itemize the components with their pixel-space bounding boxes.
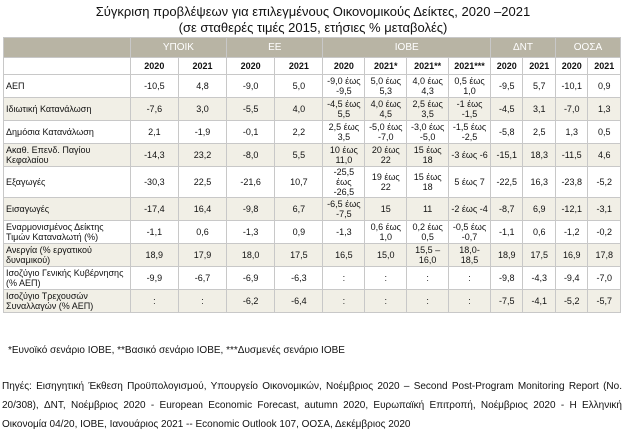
table-cell: -5,5 [227, 98, 275, 121]
row-label: ΑΕΠ [4, 75, 131, 98]
table-cell: 0,5 [588, 121, 621, 144]
table-cell: -2 έως -4 [449, 198, 491, 221]
table-cell: -5,2 [555, 290, 587, 313]
table-cell: 17,8 [588, 244, 621, 267]
table-cell: : [449, 290, 491, 313]
table-cell: 6,9 [523, 198, 555, 221]
table-cell: 18,9 [491, 244, 523, 267]
table-cell: -30,3 [130, 167, 178, 198]
table-cell: -8,0 [227, 144, 275, 167]
table-cell: -10,5 [130, 75, 178, 98]
table-cell: : [365, 267, 407, 290]
table-cell: -7,5 [491, 290, 523, 313]
year-header: 2021 [523, 58, 555, 75]
table-cell: 0,6 έως 1,0 [365, 221, 407, 244]
table-cell: 17,5 [275, 244, 323, 267]
table-cell: 16,9 [555, 244, 587, 267]
table-cell: : [365, 290, 407, 313]
table-cell: -22,5 [491, 167, 523, 198]
table-cell: 18,3 [523, 144, 555, 167]
year-header: 2020 [491, 58, 523, 75]
table-cell: 0,9 [275, 221, 323, 244]
table-row [4, 221, 621, 244]
table-cell: -25,5 έως -26,5 [323, 167, 365, 198]
row-label: Εισαγωγές [4, 198, 131, 221]
table-cell: -1,1 [491, 221, 523, 244]
source-note: Πηγές: Εισηγητική Έκθεση Προϋπολογισμού, Υπουργείο Οικονομικών, Νοέμβριος 2020 – Second Post-Program Monitoring Report (No. 20/308), ΔΝΤ, Νοέμβριος 2020 - European Economic Forecast, autumn 2020, Ευρωπαϊκή Επιτροπή, Νοέμβριος 2020 - Η Ελληνική Οικονομία 04/20, ΙΟΒΕ, Ιανουάριος 2021 -- Economic Outlook 107, ΟΟΣΑ, Δεκέμβριος 2020 [2, 381, 622, 430]
table-row [4, 244, 621, 267]
table-cell: -7,0 [588, 267, 621, 290]
table-cell: -9,0 [227, 75, 275, 98]
table-cell: : [178, 290, 226, 313]
year-header: 2021** [407, 58, 449, 75]
table-cell: 5,5 [275, 144, 323, 167]
table-cell: : [130, 290, 178, 313]
table-cell: 2,1 [130, 121, 178, 144]
table-cell: -1,9 [178, 121, 226, 144]
table-cell: 3,1 [523, 98, 555, 121]
table-row [4, 98, 621, 121]
table-cell: -11,5 [555, 144, 587, 167]
table-cell: -12,1 [555, 198, 587, 221]
table-cell: -8,7 [491, 198, 523, 221]
table-cell: -1,2 [555, 221, 587, 244]
row-label: Εξαγωγές [4, 167, 131, 198]
table-cell: 1,3 [588, 98, 621, 121]
group-header-empty [4, 38, 131, 58]
table-cell: 4,0 έως 4,3 [407, 75, 449, 98]
table-cell: -14,3 [130, 144, 178, 167]
group-header-dnt: ΔΝΤ [491, 38, 556, 58]
table-cell: -6,4 [275, 290, 323, 313]
row-label: Ακαθ. Επενδ. Παγίου Κεφαλαίου [4, 144, 131, 167]
group-header-ypoik: ΥΠΟΙΚ [130, 38, 226, 58]
table-cell: 15 έως 18 [407, 144, 449, 167]
table-cell: 16,4 [178, 198, 226, 221]
table-cell: -0,5 έως -0,7 [449, 221, 491, 244]
table-cell: : [323, 290, 365, 313]
table-cell: -3,1 [588, 198, 621, 221]
table-cell: -6,2 [227, 290, 275, 313]
table-cell: 2,5 έως 3,5 [407, 98, 449, 121]
table-cell: 16,5 [323, 244, 365, 267]
table-cell: -7,6 [130, 98, 178, 121]
table-cell: 23,2 [178, 144, 226, 167]
table-cell: -9,8 [227, 198, 275, 221]
table-cell: 10 έως 11,0 [323, 144, 365, 167]
table-cell: -1 έως -1,5 [449, 98, 491, 121]
year-header-row [4, 58, 621, 75]
table-cell: 15 έως 18 [407, 167, 449, 198]
table-cell: -1,3 [227, 221, 275, 244]
table-cell: 15 [365, 198, 407, 221]
table-cell: 15,0 [365, 244, 407, 267]
group-header-oosa: ΟΟΣΑ [555, 38, 620, 58]
table-cell: -10,1 [555, 75, 587, 98]
group-header-ee: ΕΕ [227, 38, 323, 58]
table-cell: 16,3 [523, 167, 555, 198]
year-header: 2021* [365, 58, 407, 75]
table-cell: -9,9 [130, 267, 178, 290]
table-row [4, 121, 621, 144]
row-label: Ιδιωτική Κατανάλωση [4, 98, 131, 121]
table-cell: -4,1 [523, 290, 555, 313]
table-cell: 0,6 [523, 221, 555, 244]
row-label: Εναρμονισμένος Δείκτης Τιμών Καταναλωτή (%) [4, 221, 131, 244]
row-label: Ισοζύγιο Τρεχουσών Συναλλαγών (% ΑΕΠ) [4, 290, 131, 313]
table-cell: 4,8 [178, 75, 226, 98]
table-row [4, 75, 621, 98]
year-header: 2020 [227, 58, 275, 75]
table-cell: -9,8 [491, 267, 523, 290]
table-cell: 11 [407, 198, 449, 221]
table-cell: -1,5 έως -2,5 [449, 121, 491, 144]
footnote: *Ευνοϊκό σενάριο ΙΟΒΕ, **Βασικό σενάριο ΙΟΒΕ, ***Δυσμενές σενάριο ΙΟΒΕ [8, 345, 345, 356]
table-cell: 1,3 [555, 121, 587, 144]
table-cell: -5,2 [588, 167, 621, 198]
table-cell: -6,3 [275, 267, 323, 290]
row-label: Ισοζύγιο Γενικής Κυβέρνησης (% ΑΕΠ) [4, 267, 131, 290]
table-cell: 17,5 [523, 244, 555, 267]
year-header-empty [4, 58, 131, 75]
table-cell: -15,1 [491, 144, 523, 167]
table-row [4, 167, 621, 198]
table-cell: -9,5 [491, 75, 523, 98]
table-cell: 18,9 [130, 244, 178, 267]
table-cell: 22,5 [178, 167, 226, 198]
forecast-table [3, 37, 621, 313]
group-header-iobe: ΙΟΒΕ [323, 38, 491, 58]
table-cell: -0,2 [588, 221, 621, 244]
table-cell: -9,0 έως -9,5 [323, 75, 365, 98]
table-cell: : [323, 267, 365, 290]
table-cell: -1,3 [323, 221, 365, 244]
table-subtitle: (σε σταθερές τιμές 2015, ετήσιες % μεταβολές) [178, 20, 448, 35]
row-label: Ανεργία (% εργατικού δυναμικού) [4, 244, 131, 267]
table-cell: -3 έως -6 [449, 144, 491, 167]
table-row [4, 290, 621, 313]
table-cell: -5,0 έως -7,0 [365, 121, 407, 144]
table-cell: 3,0 [178, 98, 226, 121]
table-cell: -4,5 [491, 98, 523, 121]
table-cell: -6,7 [178, 267, 226, 290]
table-cell: -6,9 [227, 267, 275, 290]
year-header: 2021 [588, 58, 621, 75]
table-cell: -17,4 [130, 198, 178, 221]
table-cell: 5,0 έως 5,3 [365, 75, 407, 98]
table-cell: 10,7 [275, 167, 323, 198]
table-cell: 2,5 έως 3,5 [323, 121, 365, 144]
table-cell: -9,4 [555, 267, 587, 290]
table-cell: -5,8 [491, 121, 523, 144]
table-cell: : [449, 267, 491, 290]
table-cell: 18,0 [227, 244, 275, 267]
table-cell: : [407, 267, 449, 290]
year-header: 2021 [178, 58, 226, 75]
table-cell: 0,6 [178, 221, 226, 244]
table-cell: 17,9 [178, 244, 226, 267]
table-row [4, 144, 621, 167]
table-cell: 6,7 [275, 198, 323, 221]
table-row [4, 198, 621, 221]
table-title: Σύγκριση προβλέψεων για επιλεγμένους Οικονομικούς Δείκτες, 2020 –2021 [95, 4, 531, 19]
year-header: 2021 [275, 58, 323, 75]
table-cell: 4,0 [275, 98, 323, 121]
table-cell: 4,6 [588, 144, 621, 167]
table-cell: 5,7 [523, 75, 555, 98]
year-header: 2021*** [449, 58, 491, 75]
table-cell: 0,9 [588, 75, 621, 98]
row-label: Δημόσια Κατανάλωση [4, 121, 131, 144]
year-header: 2020 [130, 58, 178, 75]
table-cell: 0,5 έως 1,0 [449, 75, 491, 98]
table-cell: 4,0 έως 4,5 [365, 98, 407, 121]
table-cell: 2,2 [275, 121, 323, 144]
table-cell: -6,5 έως -7,5 [323, 198, 365, 221]
table-cell: 5 έως 7 [449, 167, 491, 198]
table-cell: 20 έως 22 [365, 144, 407, 167]
table-cell: -4,3 [523, 267, 555, 290]
table-cell: -1,1 [130, 221, 178, 244]
table-row [4, 267, 621, 290]
table-cell: -4,5 έως 5,5 [323, 98, 365, 121]
table-cell: 18,0-18,5 [449, 244, 491, 267]
table-cell: -23,8 [555, 167, 587, 198]
table-cell: -0,1 [227, 121, 275, 144]
table-cell: -3,0 έως -5,0 [407, 121, 449, 144]
table-cell: -7,0 [555, 98, 587, 121]
table-cell: : [407, 290, 449, 313]
table-cell: 15,5 – 16,0 [407, 244, 449, 267]
table-cell: 0,2 έως 0,5 [407, 221, 449, 244]
table-cell: -21,6 [227, 167, 275, 198]
year-header: 2020 [323, 58, 365, 75]
table-cell: -5,7 [588, 290, 621, 313]
group-header-row [4, 38, 621, 58]
table-cell: 5,0 [275, 75, 323, 98]
table-cell: 19 έως 22 [365, 167, 407, 198]
table-cell: 2,5 [523, 121, 555, 144]
year-header: 2020 [555, 58, 587, 75]
